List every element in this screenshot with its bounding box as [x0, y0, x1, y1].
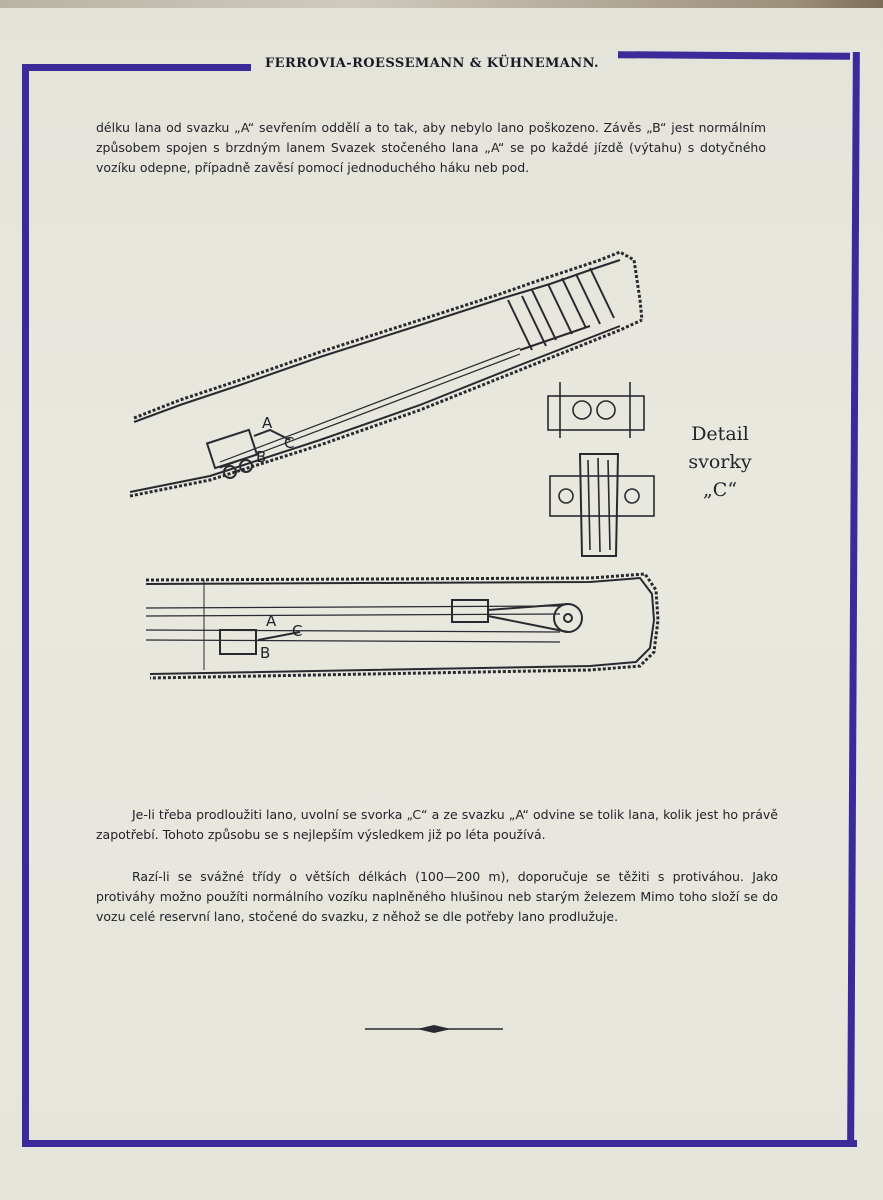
end-ornament [365, 1022, 503, 1036]
detail-caption-line1: Detail [691, 423, 749, 445]
detail-caption [680, 420, 760, 504]
frame-border-bottom [22, 1140, 857, 1147]
paragraph-extend: Je-li třeba prodloužiti lano, uvolní se svorka „C“ a ze svazku „A“ odvine se tolik lana, kolik jest ho právě zapotřebí. Tohoto způsobu se s nejlepším výsledkem již po léta používá. [96, 807, 778, 842]
frame-border-top-right [618, 51, 850, 60]
label-c: C [284, 434, 295, 452]
inclined-drift-illustration [120, 240, 660, 570]
plan-label-a: A [266, 612, 277, 630]
frame-border-left [22, 64, 29, 1146]
label-b: B [256, 448, 267, 466]
paragraph-counterweight: Razí-li se svážné třídy o větších délkách (100—200 m), doporučuje se těžiti s protiváhou. Jako protiváhy možno použíti normálního vozíku naplněného hlušinou neb starým železem Mimo toho složí se do vozu celé reservní lano, stočené do svazku, z něhož se dle potřeby lano prodlužuje. [96, 869, 778, 924]
page-header: FERROVIA-ROESSEMANN & KÜHNEMANN. [265, 56, 599, 71]
plan-label-b: B [260, 644, 271, 662]
frame-border-right [847, 52, 860, 1144]
page-edge [0, 0, 883, 8]
detail-caption-line2: svorky [688, 451, 752, 473]
frame-border-top-left [29, 64, 251, 71]
detail-caption-line3: „C“ [702, 479, 738, 501]
plan-label-c: C [292, 622, 303, 640]
horizontal-drift-illustration [140, 560, 665, 690]
label-a: A [262, 414, 273, 432]
paragraph-intro: délku lana od svazku „A“ sevřením oddělí a to tak, aby nebylo lano poškozeno. Závěs „B“ jest normálním způsobem spojen s brzdným lanem Svazek stočeného lana „A“ se po každé jízdě (výtahu) s dotyčného vozíku odepne, případně zavěsí pomocí jednoduchého háku neb pod. [96, 120, 766, 175]
